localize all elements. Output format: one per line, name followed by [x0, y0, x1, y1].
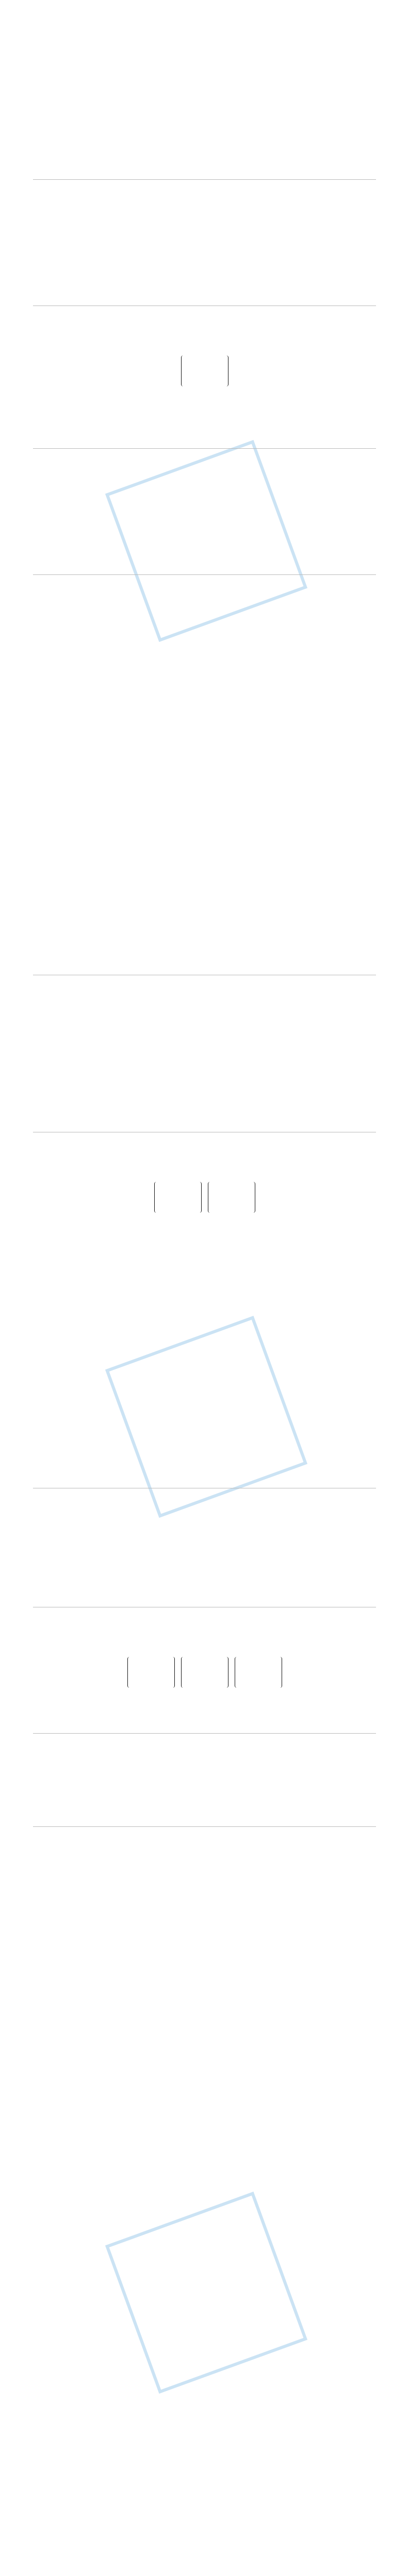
problem-item	[33, 70, 376, 117]
problem-question	[33, 1018, 376, 1028]
matrix	[208, 1182, 255, 1213]
problem-analysis	[33, 1771, 376, 1781]
problem-item	[33, 1220, 376, 1251]
problem-question	[33, 591, 376, 602]
section-choice	[33, 44, 376, 693]
problem-item	[33, 646, 376, 693]
problem-answer	[33, 1268, 376, 1279]
formula-block	[33, 498, 376, 513]
footer-link[interactable]	[33, 1829, 376, 1836]
problem-item	[33, 1624, 376, 1688]
problem-analysis	[33, 1551, 376, 1562]
problem-item	[33, 125, 376, 172]
problem-answer	[33, 1634, 376, 1645]
formula-block	[33, 1657, 376, 1688]
problem-question	[33, 251, 376, 261]
formula-block	[33, 679, 376, 693]
problem-analysis	[33, 272, 376, 282]
matrix	[127, 1657, 175, 1688]
problem-analysis	[33, 612, 376, 622]
problem-question	[33, 196, 376, 207]
problem-analysis	[33, 145, 376, 156]
formula-block	[33, 229, 376, 244]
problem-answer	[33, 656, 376, 667]
problem-analysis	[33, 486, 376, 496]
problem-question	[33, 1149, 376, 1159]
problem-item	[33, 1258, 376, 1289]
footer-link[interactable]	[33, 1609, 376, 1617]
problem-item	[33, 1018, 376, 1048]
problem-analysis	[33, 1716, 376, 1726]
footer-link[interactable]	[33, 308, 376, 315]
problem-analysis	[33, 1114, 376, 1125]
problem-item	[33, 1695, 376, 1726]
problem-question	[33, 70, 376, 80]
formula-block	[33, 284, 376, 298]
page-divider	[33, 1826, 376, 1827]
problem-item	[33, 1094, 376, 1125]
problem-item	[33, 1569, 376, 1600]
matrix	[181, 355, 228, 386]
problem-answer	[33, 476, 376, 486]
problem-answer	[33, 207, 376, 217]
problem-item	[33, 251, 376, 298]
footer-link[interactable]	[33, 1736, 376, 1743]
problem-item	[33, 465, 376, 513]
problem-analysis	[33, 1645, 376, 1655]
problem-answer	[33, 135, 376, 145]
problem-analysis	[33, 667, 376, 677]
problem-question	[33, 646, 376, 656]
problem-analysis	[33, 91, 376, 101]
problem-item	[33, 1750, 376, 1781]
formula-block	[33, 1182, 376, 1213]
problem-question	[33, 323, 376, 333]
footer-link[interactable]	[33, 1490, 376, 1498]
footer-link[interactable]	[33, 182, 376, 189]
problem-question	[33, 1258, 376, 1268]
formula-block	[33, 103, 376, 117]
formula-block	[33, 553, 376, 567]
problem-analysis	[33, 1809, 376, 1819]
section-heading	[33, 992, 376, 1012]
document-title	[33, 22, 376, 35]
problem-analysis	[33, 1279, 376, 1289]
problem-item	[33, 1788, 376, 1819]
formula-block	[33, 355, 376, 386]
illegible-region	[33, 1297, 376, 1483]
problem-analysis	[33, 540, 376, 551]
problem-item	[33, 591, 376, 639]
problem-answer	[33, 602, 376, 612]
problem-item	[33, 394, 376, 441]
problem-question	[33, 465, 376, 476]
formula-block	[33, 624, 376, 639]
problem-answer	[33, 1760, 376, 1771]
problem-question	[33, 1788, 376, 1799]
problem-answer	[33, 1230, 376, 1241]
problem-answer	[33, 1705, 376, 1716]
page-divider	[33, 448, 376, 449]
problem-analysis	[33, 343, 376, 353]
problem-question	[33, 394, 376, 404]
problem-answer	[33, 333, 376, 343]
problem-analysis	[33, 1170, 376, 1180]
problem-answer	[33, 1579, 376, 1589]
problem-answer	[33, 80, 376, 91]
footer-link[interactable]	[33, 977, 376, 985]
problem-answer	[33, 1541, 376, 1551]
problem-item	[33, 196, 376, 244]
footer-link[interactable]	[33, 577, 376, 584]
footer-link[interactable]	[33, 451, 376, 458]
problem-answer	[33, 530, 376, 540]
problem-question	[33, 520, 376, 530]
problem-item	[33, 323, 376, 386]
problem-analysis	[33, 1076, 376, 1087]
section-fill-in	[33, 975, 376, 1289]
section-heading	[33, 44, 376, 65]
problem-question	[33, 1695, 376, 1705]
problem-question	[33, 1750, 376, 1760]
problem-analysis	[33, 1038, 376, 1048]
problem-item	[33, 1149, 376, 1213]
section-solutions	[33, 1488, 376, 1836]
problem-answer	[33, 1159, 376, 1170]
problem-analysis	[33, 414, 376, 425]
problem-answer	[33, 1799, 376, 1809]
problem-question	[33, 1220, 376, 1230]
page-divider	[33, 574, 376, 575]
problem-item	[33, 1531, 376, 1562]
page-divider	[33, 179, 376, 180]
matrix	[154, 1182, 202, 1213]
problem-question	[33, 1569, 376, 1579]
problem-question	[33, 1531, 376, 1541]
section-heading	[33, 1505, 376, 1526]
document-content	[33, 22, 376, 1836]
problem-question	[33, 1056, 376, 1066]
problem-answer	[33, 261, 376, 272]
footer-link[interactable]	[33, 1134, 376, 1142]
formula-block	[33, 427, 376, 441]
problem-answer	[33, 404, 376, 414]
problem-item	[33, 1056, 376, 1087]
problem-item	[33, 520, 376, 567]
problem-question	[33, 1624, 376, 1634]
matrix	[235, 1657, 282, 1688]
problem-answer	[33, 1028, 376, 1038]
page-divider	[33, 1733, 376, 1734]
problem-analysis	[33, 1241, 376, 1251]
matrix	[181, 1657, 228, 1688]
problem-answer	[33, 1104, 376, 1114]
problem-question	[33, 125, 376, 135]
formula-block	[33, 158, 376, 172]
problem-analysis	[33, 217, 376, 227]
problem-answer	[33, 1066, 376, 1076]
problem-analysis	[33, 1589, 376, 1600]
problem-question	[33, 1094, 376, 1104]
illegible-region	[33, 702, 376, 970]
